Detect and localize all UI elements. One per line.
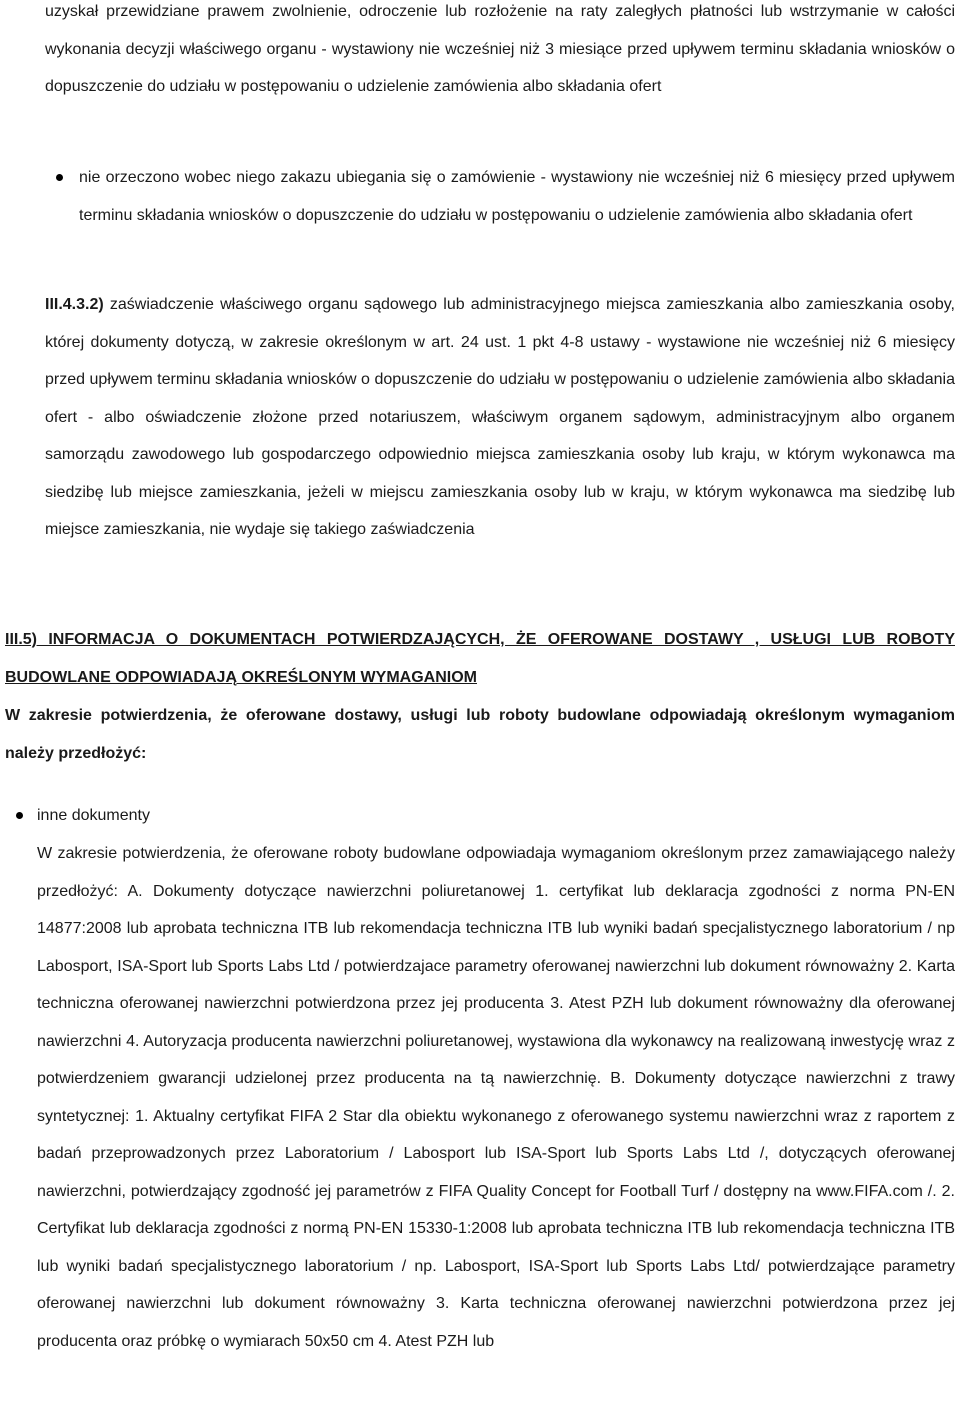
other-docs-label: inne dokumenty — [37, 807, 150, 824]
bullet-icon-other-docs — [16, 812, 23, 819]
section-heading: III.5) INFORMACJA O DOKUMENTACH POTWIERDZAJĄCYCH, ŻE OFEROWANE DOSTAWY , USŁUGI LUB ROBOTY BUDOWLANE ODPOWIADAJĄ OKREŚLONYM WYMAGANIOM — [5, 631, 955, 686]
other-docs-paragraph: W zakresie potwierdzenia, że oferowane roboty budowlane odpowiadaja wymaganiom określonym przez zamawiającego należy przedłożyć: A. Dokumenty dotyczące nawierzchni poliuretanowej 1. certyfikat lub deklaracja zgodności z norma PN-EN 14877:2008 lub aprobata techniczna ITB lub rekomendacja techniczna ITB lub wyniki badań specjalistycznego laboratorium / np Labosport, ISA-Sport lub Sports Labs Ltd / potwierdzajace parametry oferowanej nawierzchni lub dokument równoważny 2. Karta techniczna oferowanej nawierzchni potwierdzona przez jej producenta 3. Atest PZH lub dokument równoważny dla oferowanej nawierzchni 4. Autoryzacja producenta nawierzchni poliuretanowej, wystawiona dla wykonawcy na realizowaną inwestycję wraz z potwierdzeniem gwarancji udzielonej przez producenta na tą nawierzchnię. B. Dokumenty dotyczące nawierzchni z trawy syntetycznej: 1. Aktualny certyfikat FIFA 2 Star dla obiektu wykonanego z oferowanego systemu nawierzchni wraz z raportem z badań przeprowadzonych przez Laboratorium / Labosport lub ISA-Sport lub Sports Labs Ltd /, dotyczących oferowanej nawierzchni, potwierdzający zgodność jej parametrów z FIFA Quality Concept for Football Turf / dostępny na www.FIFA.com /. 2. Certyfikat lub deklaracja zgodności z normą PN-EN 15330-1:2008 lub aprobata techniczna ITB lub rekomendacja techniczna ITB lub wyniki badań specjalistycznego laboratorium / np. Labosport, ISA-Sport lub Sports Labs Ltd/ potwierdzające parametry oferowanej nawierzchni lub dokument równoważny 3. Karta techniczna oferowanej nawierzchni potwierdzona przez jej producenta oraz próbkę o wymiarach 50x50 cm 4. Atest PZH lub — [37, 845, 955, 1350]
continuation-paragraph: uzyskał przewidziane prawem zwolnienie, odroczenie lub rozłożenie na raty zaległych płatności lub wstrzymanie w całości wykonania decyzji właściwego organu - wystawiony nie wcześniej niż 3 miesiące przed upływem terminu składania wniosków o dopuszczenie do udziału w postępowaniu o udzielenie zamówienia albo składania ofert — [45, 3, 955, 95]
bullet-item-ban: nie orzeczono wobec niego zakazu ubiegania się o zamówienie - wystawiony nie wcześniej niż 6 miesięcy przed upływem terminu składania wniosków o dopuszczenie do udziału w postępowaniu o udzielenie zamówienia albo składania ofert — [79, 169, 955, 224]
section-subheading: W zakresie potwierdzenia, że oferowane dostawy, usługi lub roboty budowlane odpowiadają określonym wymaganiom należy przedłożyć: — [5, 707, 955, 762]
item-4-3-2-text: zaświadczenie właściwego organu sądowego lub administracyjnego miejsca zamieszkania albo zamieszkania osoby, której dokumenty dotyczą, w zakresie określonym w art. 24 ust. 1 pkt 4-8 ustawy - wystawione nie wcześniej niż 6 miesięcy przed upływem terminu składania wniosków o dopuszczenie do udziału w postępowaniu o udzielenie zamówienia albo składania ofert - albo oświadczenie złożone przed notariuszem, właściwym organem sądowym, administracyjnym albo organem samorządu zawodowego lub gospodarczego odpowiednio miejsca zamieszkania osoby lub kraju, w którym wykonawca ma siedzibę lub miejsce zamieszkania, jeżeli w miejscu zamieszkania osoby lub w kraju, w którym wykonawca ma siedzibę lub miejsce zamieszkania, nie wydaje się takiego zaświadczenia — [45, 296, 955, 538]
item-4-3-2-paragraph — [45, 286, 955, 549]
bullet-icon — [56, 174, 63, 181]
item-4-3-2-number: III.4.3.2) — [45, 296, 104, 313]
